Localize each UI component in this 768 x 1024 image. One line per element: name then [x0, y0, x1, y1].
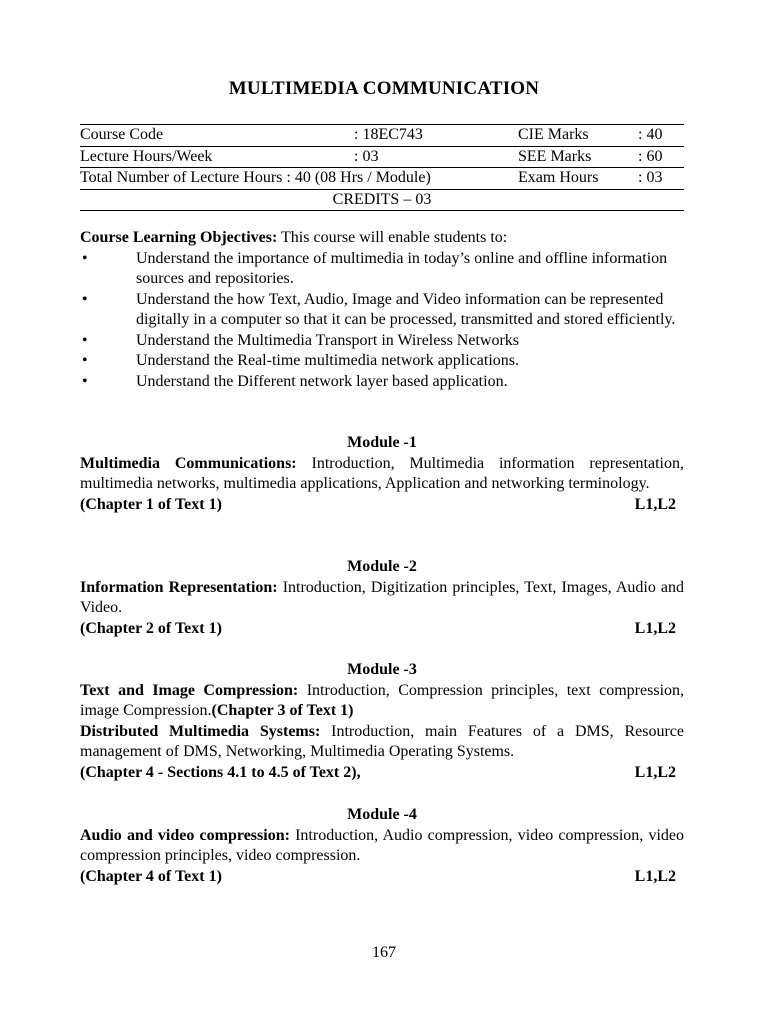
chapter-ref: (Chapter 4 - Sections 4.1 to 4.5 of Text 2), — [80, 763, 361, 781]
levels: L1,L2 — [634, 495, 676, 513]
module-4 — [80, 805, 684, 887]
levels: L1,L2 — [634, 763, 676, 781]
list-item — [80, 331, 684, 352]
objectives-intro — [80, 228, 684, 249]
inline-chapter-ref: (Chapter 3 of Text 1) — [211, 702, 354, 719]
table-row — [80, 189, 684, 211]
bullet-icon: • — [82, 372, 88, 390]
topic-text: Introduction, Digitization principles, Text, Images, Audio and Video. — [80, 578, 685, 616]
table-row — [80, 168, 684, 190]
levels: L1,L2 — [634, 867, 676, 885]
credits-cell: CREDITS – 03 — [80, 189, 684, 211]
table-cell: SEE Marks — [518, 146, 638, 168]
topic-text: Introduction, Audio compression, video compression, video compression principles, video compression. — [80, 826, 684, 864]
table-cell: CIE Marks — [518, 125, 638, 147]
module-reference — [80, 867, 684, 888]
list-item-text: Understand the Real-time multimedia network applications. — [136, 352, 520, 369]
table-cell: Exam Hours — [518, 168, 638, 190]
table-cell: Lecture Hours/Week — [80, 146, 354, 168]
module-topics — [80, 578, 684, 619]
topic-text: Introduction, main Features of a DMS, Resource management of DMS, Networking, Multimedia Operating Systems. — [80, 722, 685, 760]
table-cell: : 03 — [638, 168, 684, 190]
list-item-text: Understand the importance of multimedia in today’s online and offline information sources and repositories. — [136, 249, 668, 287]
module-heading: Module -2 — [347, 558, 417, 575]
objectives-intro-text: This course will enable students to: — [277, 229, 508, 246]
module-topics — [80, 454, 684, 495]
table-cell: Total Number of Lecture Hours : 40 (08 Hrs / Module) — [80, 168, 518, 190]
levels: L1,L2 — [634, 619, 676, 637]
list-item-text: Understand the Multimedia Transport in Wireless Networks — [136, 331, 520, 349]
table-cell: Course Code — [80, 125, 354, 147]
course-info-table — [80, 124, 684, 211]
module-reference — [80, 495, 684, 516]
topic-text: Introduction, Compression principles, text compression, image Compression. — [80, 681, 685, 719]
table-row — [80, 125, 684, 147]
module-topics — [80, 681, 684, 722]
list-item-text: Understand the how Text, Audio, Image and Video information can be represented digitally in a computer so that it can be processed, transmitted and stored efficiently. — [136, 290, 676, 328]
topic-label: Multimedia Communications: — [80, 454, 297, 472]
module-heading: Module -4 — [347, 806, 417, 823]
page-number: 167 — [372, 944, 396, 961]
topic-label: Audio and video compression: — [80, 826, 290, 844]
page-title: MULTIMEDIA COMMUNICATION — [228, 78, 540, 99]
chapter-ref: (Chapter 4 of Text 1) — [80, 867, 222, 885]
module-1 — [80, 433, 684, 515]
list-item — [80, 249, 684, 290]
table-cell: : 60 — [638, 146, 684, 168]
module-topics — [80, 826, 684, 867]
module-3 — [80, 660, 684, 783]
module-reference — [80, 763, 684, 784]
chapter-ref: (Chapter 1 of Text 1) — [80, 495, 222, 513]
topic-text: Introduction, Multimedia information representation, multimedia networks, multimedia applications, Application and networking terminology. — [80, 454, 684, 492]
module-heading: Module -3 — [347, 661, 417, 678]
bullet-icon: • — [82, 331, 88, 349]
module-topics-2 — [80, 722, 684, 763]
topic-label: Distributed Multimedia Systems: — [80, 722, 321, 740]
topic-label: Information Representation: — [80, 578, 278, 596]
bullet-icon: • — [82, 249, 88, 267]
table-row — [80, 146, 684, 168]
bullet-icon: • — [82, 290, 88, 308]
list-item — [80, 372, 684, 393]
chapter-ref: (Chapter 2 of Text 1) — [80, 619, 222, 637]
module-2 — [80, 557, 684, 639]
bullet-icon: • — [82, 352, 88, 369]
topic-label: Text and Image Compression: — [80, 681, 299, 699]
course-objectives — [80, 228, 684, 392]
list-item — [80, 351, 684, 372]
table-cell: : 03 — [354, 146, 518, 168]
table-cell: : 18EC743 — [354, 125, 518, 147]
list-item — [80, 290, 684, 331]
module-reference — [80, 619, 684, 640]
list-item-text: Understand the Different network layer based application. — [136, 372, 508, 390]
table-cell: : 40 — [638, 125, 684, 147]
objectives-label: Course Learning Objectives: — [80, 229, 278, 246]
module-heading: Module -1 — [347, 434, 417, 451]
